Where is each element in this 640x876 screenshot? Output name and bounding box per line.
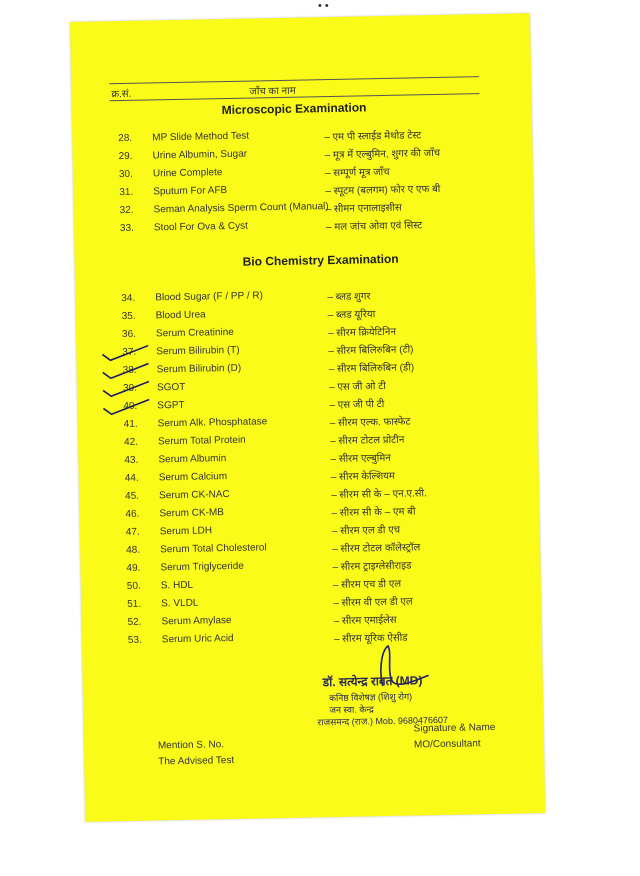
stamp-address-mobile: राजसमन्द (राज.) Mob. 9680476607 xyxy=(317,714,449,728)
test-name-english: SGPT xyxy=(157,399,185,412)
test-name-hindi: – एस जी ओ टी xyxy=(328,381,387,394)
test-number: 34. xyxy=(121,292,136,305)
test-name-hindi: – सीरम एल्बुमिन xyxy=(330,452,391,466)
test-name-hindi: – सीरम एमाईलेस xyxy=(333,614,397,628)
test-number: 51. xyxy=(127,598,142,611)
mention-note-line-1: Mention S. No. xyxy=(157,739,225,752)
test-number: 35. xyxy=(121,310,136,323)
test-name-hindi: – स्पूटम (बलगम) फोर ए एफ बी xyxy=(325,183,441,198)
microscopic-section-title: Microscopic Examination xyxy=(221,100,367,118)
scan-artifact: • • xyxy=(318,0,329,12)
stamp-designation: कनिष्ठ विशेषज्ञ (शिशु रोग) xyxy=(328,691,413,704)
test-number: 50. xyxy=(126,580,141,593)
test-name-english: Serum LDH xyxy=(159,525,213,538)
test-number: 41. xyxy=(123,418,138,431)
test-number: 52. xyxy=(127,616,142,629)
test-name-english: Sputum For AFB xyxy=(153,185,228,198)
lab-requisition-slip xyxy=(70,13,545,822)
test-name-english: Serum Bilirubin (D) xyxy=(156,362,242,376)
mention-note-line-2: The Advised Test xyxy=(158,754,235,768)
table-header xyxy=(109,76,479,101)
test-number: 37. xyxy=(122,346,137,359)
test-name-hindi: – मल जांच ओवा एवं सिस्ट xyxy=(325,220,423,234)
test-name-english: Serum CK-NAC xyxy=(159,489,230,502)
test-name-english: Serum CK-MB xyxy=(159,507,225,520)
test-name-hindi: – सीरम वी एल डी एल xyxy=(333,596,413,610)
test-number: 45. xyxy=(125,490,140,503)
test-name-hindi: – सीरम एल डी एच xyxy=(331,524,401,538)
test-name-english: Urine Complete xyxy=(152,167,223,180)
test-name-english: MP Slide Method Test xyxy=(152,130,250,144)
test-name-english: Serum Albumin xyxy=(158,453,227,466)
test-name-hindi: – सीरम यूरिक ऐसीड xyxy=(333,632,408,646)
test-name-hindi: – सीरम एच डी एल xyxy=(332,578,402,592)
test-name-english: Urine Albumin, Sugar xyxy=(152,148,248,162)
test-number: 53. xyxy=(127,634,142,647)
test-name-english: Seman Analysis Sperm Count (Manual) xyxy=(153,201,329,216)
test-name-hindi: – सीरम एल्क. फास्फेट xyxy=(329,416,411,430)
test-name-hindi: – सम्पूर्ण मूत्र जाँच xyxy=(324,166,390,180)
test-name-hindi: – सीरम बिलिरुबिन (टी) xyxy=(328,344,414,358)
test-number: 33. xyxy=(119,222,134,235)
test-name-hindi: – सीरम टोटल कॉलेस्ट्रॉल xyxy=(332,542,421,556)
test-name-english: Serum Total Cholesterol xyxy=(160,542,267,556)
test-name-english: S. VLDL xyxy=(161,597,199,610)
stamp-doctor-name: डॉ. सत्येन्द्र रावत (MD) xyxy=(322,673,423,690)
test-name-hindi: – मूत्र में एल्बुमिन, शुगर की जाँच xyxy=(324,147,441,162)
test-name-column-label: जाँच का नाम xyxy=(249,85,296,98)
test-number: 47. xyxy=(125,526,140,539)
test-name-english: Stool For Ova & Cyst xyxy=(153,220,248,234)
test-name-english: SGOT xyxy=(156,381,186,394)
test-name-hindi: – एस जी पी टी xyxy=(329,399,385,412)
test-name-english: Serum Amylase xyxy=(161,615,232,628)
test-name-hindi: – सीमन एनालाइसीस xyxy=(325,202,402,216)
test-name-hindi: – सीरम सी के – एम बी xyxy=(331,506,416,520)
test-name-english: S. HDL xyxy=(160,579,194,592)
test-name-english: Serum Alk. Phosphatase xyxy=(157,416,268,430)
test-name-english: Serum Total Protein xyxy=(157,434,246,448)
test-number: 28. xyxy=(118,132,133,145)
test-name-english: Serum Triglyceride xyxy=(160,560,244,574)
test-number: 29. xyxy=(118,150,133,163)
serial-column-label: क्र.सं. xyxy=(111,88,132,101)
test-number: 30. xyxy=(118,168,133,181)
test-name-hindi: – ब्लड यूरिया xyxy=(327,309,376,322)
test-name-english: Serum Bilirubin (T) xyxy=(156,344,240,358)
stamp-centre: जन स्वा. केन्द्र xyxy=(329,704,374,716)
test-name-hindi: – सीरम ट्राइग्लेसीराइड xyxy=(332,560,412,574)
test-name-hindi: – ब्लड शुगर xyxy=(327,291,371,304)
test-number: 43. xyxy=(124,454,139,467)
test-number: 38. xyxy=(122,364,137,377)
test-name-english: Blood Urea xyxy=(155,309,206,322)
test-number: 44. xyxy=(124,472,139,485)
biochemistry-section-title: Bio Chemistry Examination xyxy=(242,251,399,269)
test-number: 31. xyxy=(119,186,134,199)
test-name-hindi: – सीरम क्रियेटिनिन xyxy=(327,326,397,340)
test-number: 32. xyxy=(119,204,134,217)
test-name-hindi: – सीरम केल्शियम xyxy=(330,470,396,484)
test-number: 48. xyxy=(126,544,141,557)
test-name-hindi: – सीरम बिलिरुबिन (डी) xyxy=(328,362,415,376)
consultant-label: MO/Consultant xyxy=(413,738,481,751)
test-number: 40. xyxy=(123,400,138,413)
test-name-english: Serum Calcium xyxy=(158,471,228,484)
test-name-english: Serum Uric Acid xyxy=(161,632,234,646)
test-number: 36. xyxy=(121,328,137,341)
test-name-hindi: – सीरम सी के – एन.ए.सी. xyxy=(331,488,427,502)
test-number: 46. xyxy=(125,508,140,521)
test-name-hindi: – एम पी स्लाईड मेथोड टेस्ट xyxy=(324,130,422,144)
test-name-english: Blood Sugar (F / PP / R) xyxy=(155,290,264,304)
test-number: 42. xyxy=(123,436,139,449)
signature-label: Signature & Name xyxy=(413,721,496,735)
test-number: 39. xyxy=(122,382,138,395)
test-name-hindi: – सीरम टोटल प्रोटीन xyxy=(329,434,405,448)
test-name-english: Serum Creatinine xyxy=(155,326,234,340)
test-number: 49. xyxy=(126,562,141,575)
